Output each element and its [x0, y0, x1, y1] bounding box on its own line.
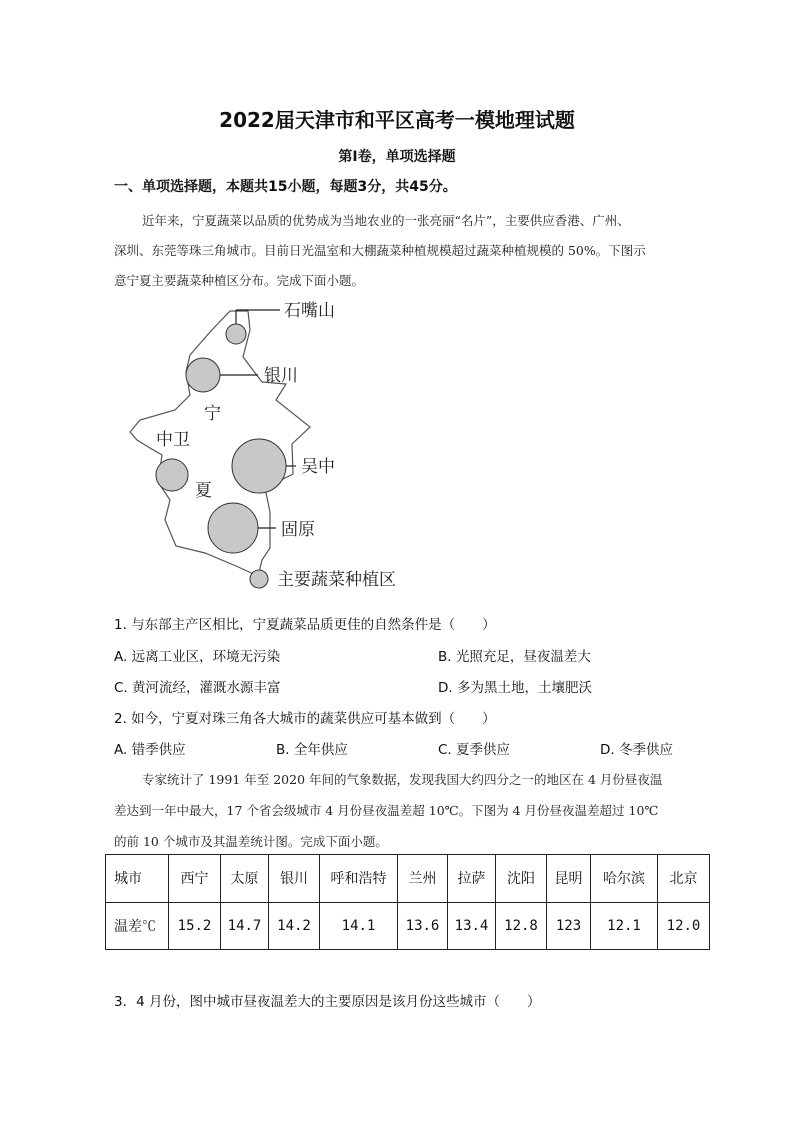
guyuan-marker — [208, 503, 258, 553]
temperature-difference-table — [105, 854, 710, 950]
intro1-line3: 意宁夏主要蔬菜种植区分布。完成下面小题。 — [114, 273, 365, 288]
intro1-line1: 近年来，宁夏蔬菜以品质的优势成为当地农业的一张亮丽“名片”，主要供应香港、广州、 — [142, 213, 630, 228]
q2-stem: 2. 如今，宁夏对珠三角各大城市的蔬菜供应可基本做到（ ） — [114, 711, 496, 727]
wuzhong-marker — [232, 439, 286, 493]
q2-option-c: C. 夏季供应 — [438, 742, 511, 758]
intro2-line1: 专家统计了 1991 年至 2020 年间的气象数据，发现我国大约四分之一的地区在 4 月份昼夜温 — [142, 772, 663, 787]
table-cell-city: 拉萨 — [448, 855, 496, 903]
q2-option-b: B. 全年供应 — [276, 742, 348, 758]
city-label-shizuishan: 石嘴山 — [284, 301, 335, 321]
table-cell-value: 12.1 — [591, 902, 658, 950]
city-label-wuzhong: 吴中 — [301, 457, 335, 477]
table-cell-value: 14.1 — [320, 902, 398, 950]
legend-marker — [250, 570, 268, 588]
q1-option-b: B. 光照充足，昼夜温差大 — [438, 649, 591, 665]
table-cell-value: 13.6 — [398, 902, 448, 950]
shizuishan-marker — [226, 324, 246, 344]
table-row-cities — [106, 855, 710, 903]
q1-option-d: D. 多为黑土地，土壤肥沃 — [438, 680, 592, 696]
city-label-zhongwei: 中卫 — [156, 430, 190, 450]
section-heading: 一、单项选择题，本题共15小题，每题3分，共45分。 — [114, 179, 457, 195]
legend-label: 主要蔬菜种植区 — [277, 570, 396, 590]
intro2-line3: 的前 10 个城市及其温差统计图。完成下面小题。 — [114, 834, 388, 849]
table-header-city: 城市 — [106, 855, 169, 903]
intro2-line2: 差达到一年中最大，17 个省会级城市 4 月份昼夜温差超 10℃。下图为 4 月份昼夜温差超过 10℃ — [114, 803, 659, 818]
q1-stem: 1. 与东部主产区相比，宁夏蔬菜品质更佳的自然条件是（ ） — [114, 617, 496, 633]
table-cell-value: 13.4 — [448, 902, 496, 950]
table-cell-city: 兰州 — [398, 855, 448, 903]
table-cell-city: 太原 — [221, 855, 269, 903]
part-subtitle: 第I卷，单项选择题 — [338, 149, 456, 165]
table-cell-city: 银川 — [269, 855, 320, 903]
table-row-values — [106, 902, 710, 950]
region-label-xia: 夏 — [195, 481, 212, 501]
yinchuan-marker — [186, 358, 220, 392]
q3-stem: 3．4 月份，图中城市昼夜温差大的主要原因是该月份这些城市（ ） — [114, 994, 541, 1010]
page-title: 2022届天津市和平区高考一模地理试题 — [219, 108, 575, 132]
table-cell-city: 沈阳 — [496, 855, 547, 903]
q1-option-a: A. 远离工业区，环境无污染 — [114, 649, 281, 665]
ningxia-vegetable-map — [120, 290, 440, 600]
zhongwei-marker — [156, 459, 188, 491]
table-cell-value: 123 — [547, 902, 591, 950]
q1-option-c: C. 黄河流经，灌溉水源丰富 — [114, 680, 281, 696]
table-cell-city: 呼和浩特 — [320, 855, 398, 903]
table-cell-city: 西宁 — [169, 855, 221, 903]
q2-option-a: A. 错季供应 — [114, 742, 186, 758]
table-cell-value: 15.2 — [169, 902, 221, 950]
city-label-guyuan: 固原 — [281, 520, 315, 540]
intro1-line2: 深圳、东莞等珠三角城市。目前日光温室和大棚蔬菜种植规模超过蔬菜种植规模的 50%。下图示 — [114, 243, 646, 258]
table-header-temp-diff: 温差℃ — [106, 902, 169, 950]
table-cell-value: 14.7 — [221, 902, 269, 950]
table-cell-city: 昆明 — [547, 855, 591, 903]
table-cell-city: 哈尔滨 — [591, 855, 658, 903]
table-cell-value: 12.0 — [658, 902, 710, 950]
region-label-ning: 宁 — [204, 404, 221, 424]
table-cell-value: 12.8 — [496, 902, 547, 950]
q2-option-d: D. 冬季供应 — [600, 742, 673, 758]
city-label-yinchuan: 银川 — [264, 366, 298, 386]
table-cell-city: 北京 — [658, 855, 710, 903]
table-cell-value: 14.2 — [269, 902, 320, 950]
